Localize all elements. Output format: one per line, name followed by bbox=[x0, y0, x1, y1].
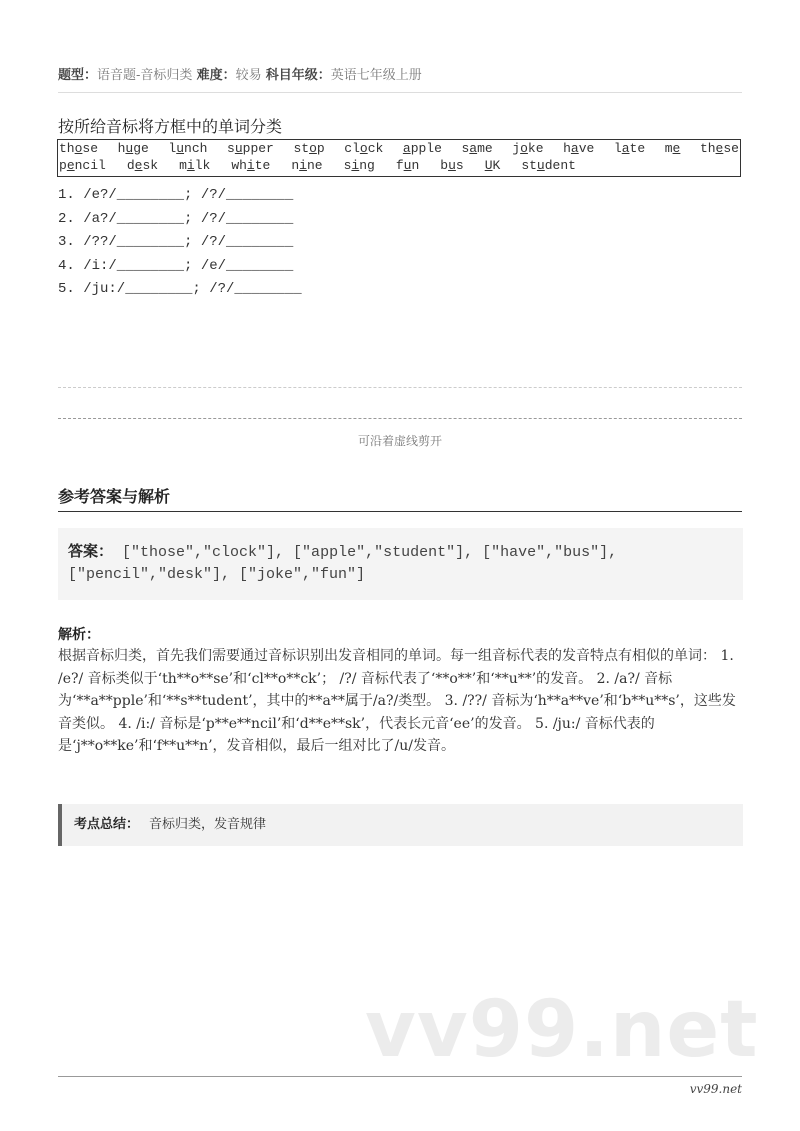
underlined-letter: i bbox=[246, 158, 255, 173]
underlined-letter: u bbox=[234, 141, 243, 156]
watermark-logo: vv99.net bbox=[365, 985, 759, 1075]
underlined-letter: o bbox=[359, 141, 368, 156]
answer-label: 答案： bbox=[68, 542, 114, 560]
underlined-letter: a bbox=[621, 141, 630, 156]
blank-item: 2. /a?/________; /?/________ bbox=[58, 210, 294, 227]
underlined-letter: a bbox=[570, 141, 579, 156]
word-sing: sing bbox=[343, 158, 375, 173]
answer-blanks bbox=[58, 184, 302, 302]
word-supper: supper bbox=[227, 141, 274, 156]
underlined-letter: u bbox=[125, 141, 134, 156]
dashed-divider bbox=[58, 387, 742, 388]
underlined-letter: a bbox=[469, 141, 478, 156]
underlined-letter: i bbox=[351, 158, 360, 173]
underlined-letter: e bbox=[672, 141, 681, 156]
word-huge: huge bbox=[117, 141, 149, 156]
underlined-letter: e bbox=[715, 141, 724, 156]
word-lunch: lunch bbox=[168, 141, 208, 156]
footer-divider bbox=[58, 1076, 742, 1077]
divider bbox=[58, 92, 742, 93]
answer-line-1: ["those","clock"], ["apple","student"], ["have","bus"], bbox=[122, 544, 618, 561]
grade-label: 科目年级： bbox=[265, 68, 331, 83]
word-have: have bbox=[563, 141, 595, 156]
word-milk: milk bbox=[179, 158, 211, 173]
word-these: these bbox=[699, 141, 739, 156]
underlined-letter: i bbox=[186, 158, 195, 173]
blank-item: 5. /ju:/________; /?/________ bbox=[58, 281, 302, 297]
grade-value: 英语七年级上册 bbox=[330, 68, 422, 83]
word-UK: UK bbox=[484, 158, 501, 173]
difficulty-value: 较易 bbox=[235, 68, 262, 83]
underlined-letter: i bbox=[299, 158, 307, 173]
section-divider bbox=[58, 511, 742, 512]
word-white: white bbox=[231, 158, 271, 173]
word-bus: bus bbox=[440, 158, 464, 173]
type-label: 题型： bbox=[58, 68, 98, 83]
word-late: late bbox=[613, 141, 646, 156]
key-points bbox=[58, 804, 743, 846]
underlined-letter: U bbox=[484, 158, 493, 173]
underlined-letter: o bbox=[74, 141, 83, 156]
difficulty-label: 难度： bbox=[196, 68, 236, 83]
underlined-letter: a bbox=[402, 141, 411, 156]
cut-line bbox=[58, 418, 742, 419]
word-those: those bbox=[59, 141, 99, 156]
word-clock: clock bbox=[344, 141, 384, 156]
word-joke: joke bbox=[512, 141, 544, 156]
word-desk: desk bbox=[126, 158, 159, 173]
underlined-letter: u bbox=[536, 158, 545, 173]
underlined-letter: o bbox=[309, 141, 317, 156]
footer-site: vv99.net bbox=[689, 1082, 742, 1096]
cut-hint: 可沿着虚线剪开 bbox=[357, 434, 442, 448]
type-value: 语音题-音标归类 bbox=[97, 68, 193, 83]
word-student: student bbox=[521, 158, 576, 173]
underlined-letter: o bbox=[520, 141, 528, 156]
key-points-label: 考点总结： bbox=[74, 817, 140, 832]
word-stop: stop bbox=[293, 141, 325, 156]
answer-box bbox=[58, 528, 743, 600]
underlined-letter: u bbox=[403, 158, 412, 173]
word-nine: nine bbox=[291, 158, 323, 173]
word-fun: fun bbox=[395, 158, 420, 173]
answer-line-2: ["pencil","desk"], ["joke","fun"] bbox=[68, 566, 366, 583]
section-title: 参考答案与解析 bbox=[58, 487, 171, 506]
word-apple: apple bbox=[402, 141, 442, 156]
word-same: same bbox=[461, 141, 493, 156]
question-title: 按所给音标将方框中的单词分类 bbox=[58, 117, 283, 136]
underlined-letter: e bbox=[134, 158, 143, 173]
analysis-label: 解析： bbox=[58, 627, 100, 643]
word-pencil: pencil bbox=[59, 158, 106, 173]
word-row bbox=[58, 157, 740, 174]
blank-item: 4. /i:/________; /e/________ bbox=[58, 257, 294, 274]
question-meta bbox=[58, 64, 422, 83]
blank-item: 3. /??/________; /?/________ bbox=[58, 234, 294, 250]
word-row bbox=[58, 140, 740, 157]
word-box bbox=[57, 139, 741, 177]
underlined-letter: u bbox=[448, 158, 456, 173]
underlined-letter: e bbox=[66, 158, 75, 173]
analysis-text: 根据音标归类，首先我们需要通过音标识别出发音相同的单词。每一组音标代表的发音特点有相似的单词： 1. /e?/ 音标类似于‘th**o**se’和‘cl**o**ck’； /?/ 音标代表了‘**o**’和‘**u**’的发音。 2. /a?/ 音标为‘**a**pple’和‘**s**tudent’，其中的**a**属于/a?/类型。 3. /??/ 音标为‘h**a**ve’和‘b**u**s’，这些发音类似。 4. /i:/ 音标是‘p**e**ncil’和‘d**e**sk’，代表长元音‘ee’的发音。 5. /ju:/ 音标代表的是‘j**o**ke’和‘f**u**n’，发音相似，最后一组对比了/u/发音。 bbox=[58, 648, 736, 754]
blank-item: 1. /e?/________; /?/________ bbox=[58, 187, 294, 203]
key-points-value: 音标归类，发音规律 bbox=[149, 817, 267, 832]
underlined-letter: u bbox=[176, 141, 185, 156]
word-me: me bbox=[664, 141, 681, 156]
